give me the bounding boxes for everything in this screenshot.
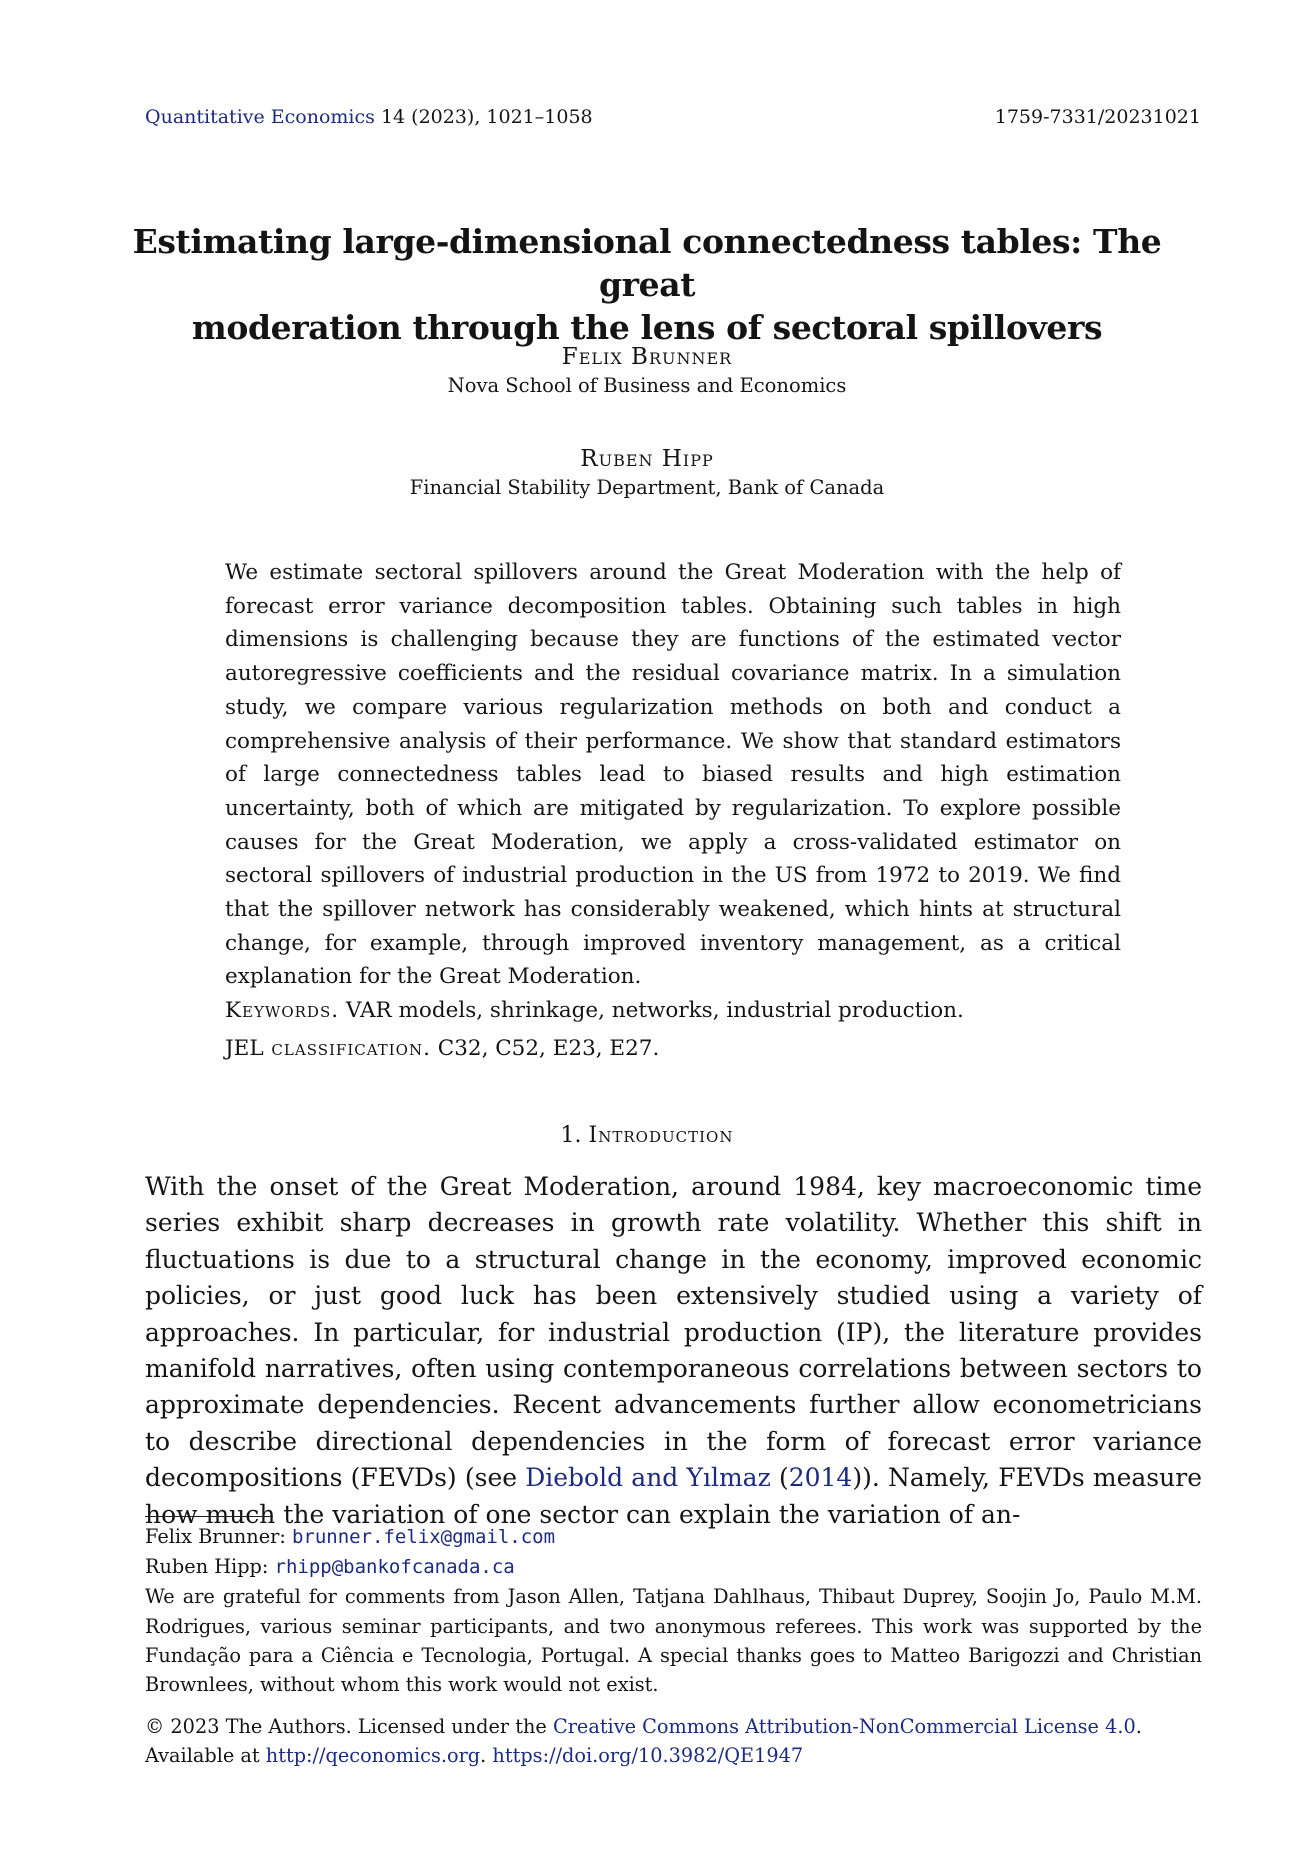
author-affiliation-1: Nova School of Business and Economics <box>447 374 847 397</box>
title-line-2: moderation through the lens of sectoral spillovers <box>191 308 1103 347</box>
availability-line <box>145 1741 1202 1770</box>
jel-label: classification. <box>263 1036 431 1061</box>
jel-classification <box>225 1034 659 1064</box>
footnote-author-2-label: Ruben Hipp: <box>145 1555 275 1579</box>
section-title: Introduction <box>588 1123 734 1148</box>
footnote-author-1 <box>145 1522 1202 1552</box>
volume-info: 14 (2023), 1021–1058 <box>374 106 593 128</box>
link-separator: . <box>480 1744 493 1768</box>
keywords-text: VAR models, shrinkage, networks, industrial production. <box>339 998 964 1023</box>
jel-label-prefix: JEL <box>225 1036 264 1061</box>
footnote-author-1-label: Felix Brunner: <box>145 1525 292 1548</box>
footnote-author-2 <box>145 1552 1202 1582</box>
intro-paragraph <box>145 1169 1202 1533</box>
running-header-journal <box>145 104 593 130</box>
jel-codes: C32, C52, E23, E27. <box>430 1036 660 1061</box>
section-number: 1. <box>560 1123 582 1148</box>
introduction-body <box>145 1169 1202 1533</box>
keywords-label: Keywords. <box>225 998 340 1023</box>
author-name-1: Felix Brunner <box>561 344 733 370</box>
abstract <box>225 556 1121 994</box>
footnote-acknowledgment: We are grateful for comments from Jason Allen, Tatjana Dahlhaus, Thibaut Duprey, Soojin Jo, Paulo M.M. Rodrigues, various seminar participants, and two anonymous referees. This work was supported by the Fundação para a Ciência e Tecnologia, Portugal. A special thanks goes to Matteo Barigozzi and Christian Brownlees, without whom this work would not exist. <box>145 1585 1202 1697</box>
running-header-issn: 1759-7331/20231021 <box>994 106 1201 128</box>
footnote-rule <box>145 1516 273 1517</box>
footnotes <box>145 1522 1202 1699</box>
abstract-text: We estimate sectoral spillovers around the Great Moderation with the help of forecast error variance decomposition tables. Obtaining such tables in high dimensions is challenging because they are functions of the estimated vector autoregressive coefficients and the residual covariance matrix. In a simulation study, we compare various regularization methods on both and conduct a comprehensive analysis of their performance. We show that standard estimators of large connectedness tables lead to biased results and high estimation uncertainty, both of which are mitigated by regularization. To explore possible causes for the Great Moderation, we apply a cross-validated estimator on sectoral spillovers of industrial production in the US from 1972 to 2019. We find that the spillover network has considerably weakened, which hints at structural change, for example, through improved inventory management, as a critical explanation for the Great Moderation. <box>225 560 1121 990</box>
keywords <box>225 996 964 1026</box>
paper-title <box>130 220 1164 349</box>
email-link-brunner[interactable]: brunner.felix@gmail.com <box>291 1526 556 1548</box>
section-heading <box>0 1121 1294 1151</box>
available-at-text: Available at <box>145 1744 266 1768</box>
doi-link[interactable]: https://doi.org/10.3982/QE1947 <box>492 1744 804 1768</box>
title-line-1: Estimating large-dimensional connectedness tables: The great <box>132 222 1162 304</box>
license-period: . <box>1135 1715 1142 1738</box>
citation-open-paren: ( <box>770 1463 789 1493</box>
email-link-hipp[interactable]: rhipp@bankofcanada.ca <box>274 1556 515 1579</box>
journal-link[interactable]: Quantitative Economics <box>145 106 375 128</box>
intro-text-continued: )). Namely, FEVDs measure how much the variation of one sector can explain the variation of an- <box>145 1463 1202 1529</box>
citation-link-year[interactable]: 2014 <box>788 1463 853 1493</box>
author-affiliation-2: Financial Stability Department, Bank of Canada <box>409 476 885 499</box>
journal-site-link[interactable]: http://qeconomics.org <box>265 1744 481 1768</box>
license-line <box>145 1712 1202 1741</box>
intro-text: With the onset of the Great Moderation, around 1984, key macroeconomic time series exhibit sharp decreases in growth rate volatility. Whether this shift in fluctuations is due to a structural change in the economy, improved economic policies, or just good luck has been extensively studied using a variety of approaches. In particular, for industrial production (IP), the literature provides manifold narratives, often using contemporaneous correlations between sectors to approximate dependencies. Recent advancements further allow econometricians to describe directional dependencies in the form of forecast error variance decompositions (FEVDs) (see <box>145 1172 1202 1493</box>
citation-link-authors[interactable]: Diebold and Yılmaz <box>525 1463 771 1493</box>
license-notice <box>145 1712 1202 1770</box>
license-prefix: © 2023 The Authors. Licensed under the <box>145 1715 553 1738</box>
author-name-2: Ruben Hipp <box>580 446 714 472</box>
license-link[interactable]: Creative Commons Attribution-NonCommercial License 4.0 <box>552 1715 1136 1738</box>
